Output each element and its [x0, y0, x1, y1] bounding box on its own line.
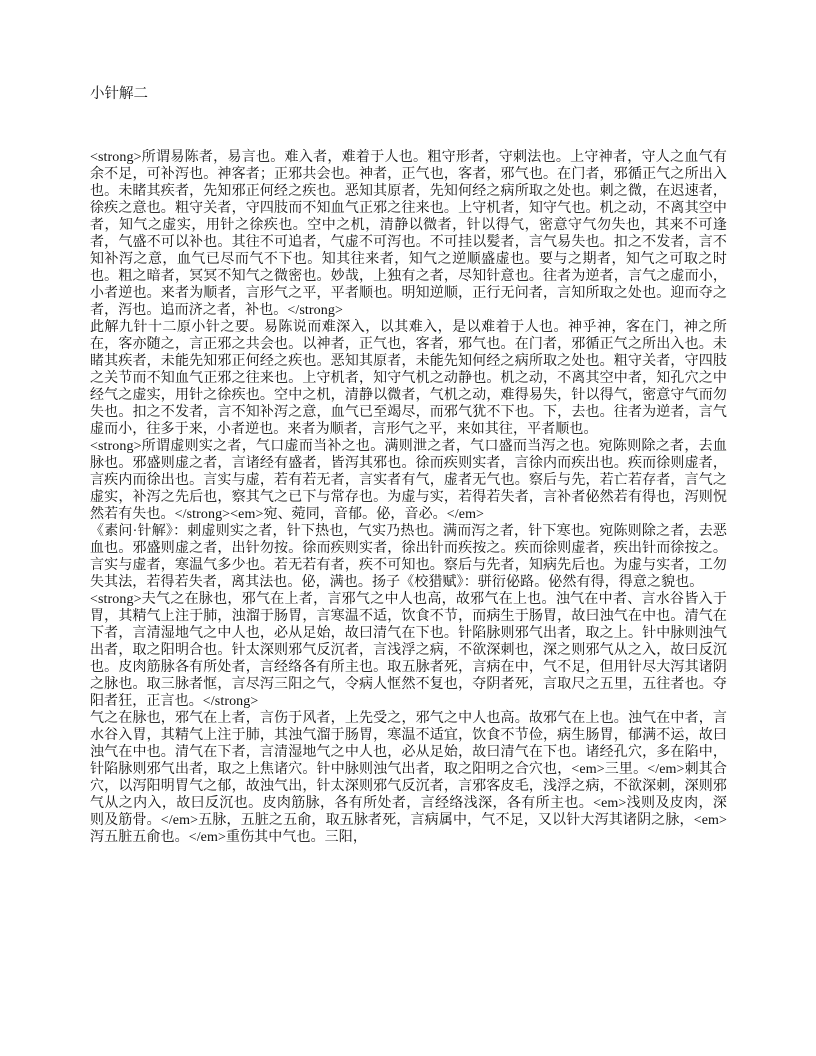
- paragraph-5: <strong>夫气之在脉也，邪气在上者，言邪气之中人也高，故邪气在上也。浊气在中者、言水谷皆入于胃，其精气上注于肺，浊溜于肠胃，言寒温不适，饮食不节，而病生于肠胃，故曰浊气在中也。清气在下者，言清湿地气之中人也，必从足始，故曰清气在下也。针陷脉则邪气出者，取之上。针中脉则浊气出者，取之阳明合也。针太深则邪气反沉者，言浅浮之病，不欲深刺也，深之则邪气从之入，故曰反沉也。皮肉筋脉各有所处者，言经络各有所主也。取五脉者死，言病在中，气不足，但用针尽大泻其诸阴之脉也。取三脉者恇，言尽泻三阳之气，令病人恇然不复也，夺阴者死，言取尺之五里，五往者也。夺阳者狂，正言也。</strong>: [90, 592, 727, 709]
- paragraph-6: 气之在脉也，邪气在上者，言伤于风者，上先受之，邪气之中人也高。故邪气在上也。浊气在中者，言水谷入胃，其精气上注于肺，其浊气溜于肠胃，寒温不适宜，饮食不节俭，病生肠胃，郁满不运，故曰浊气在中也。清气在下者，言清湿地气之中人也，必从足始，故曰清气在下也。诸经孔穴，多在陷中，针陷脉则邪气出者，取之上焦诸穴。针中脉则浊气出者，取之阳明之合穴也，<em>三里。</em>刺其合穴，以泻阳明胃气之郁，故浊气出，针太深则邪气反沉者，言邪客皮毛，浅浮之病，不欲深刺，深则邪气从之内入，故曰反沉也。皮肉筋脉，各有所处者，言经络浅深，各有所主也。<em>浅则及皮肉，深则及筋骨。</em>五脉，五脏之五俞，取五脉者死，言病属中，气不足，又以针大泻其诸阴之脉，<em>泻五脏五俞也。</em>重伤其中气也。三阳，: [90, 711, 727, 845]
- paragraph-4: 《素问·针解》：刺虚则实之者，针下热也，气实乃热也。满而泻之者，针下寒也。宛陈则除之者，去恶血也。邪盛则虚之者，出针勿按。徐而疾则实者，徐出针而疾按之。疾而徐则虚者，疾出针而徐按之。言实与虚者，寒温气多少也。若无若有者，疾不可知也。察后与先者，知病先后也。为虚与实者，工勿失其法，若得若失者，离其法也。佖，满也。扬子《校猎赋》：骈衍佖路。佖然有得，得意之貌也。: [90, 524, 727, 590]
- paragraph-2: 此解九针十二原小针之要。易陈说而难深入，以其难入，是以难着于人也。神乎神，客在门，神之所在，客亦随之，言正邪之共会也。以神者，正气也，客者，邪气也。在门者，邪循正气之所出入也。未睹其疾者，未能先知邪正何经之疾也。恶知其原者，未能先知何经之病所取之处也。粗守关者，守四肢之关节而不知血气正邪之往来也。上守机者，知守气机之动静也。机之动，不离其空中者，知孔穴之中经气之虚实，用针之徐疾也。空中之机，清静以微者，气机之动，难得易失，针以得气，密意守气而勿失也。扣之不发者，言不知补泻之意，血气已至竭尽，而邪气犹不下也。下，去也。往者为逆者，言气虚而小，往多于来，小者逆也。来者为顺者，言形气之平，来如其往，平者顺也。: [90, 320, 727, 437]
- paragraph-3: <strong>所谓虚则实之者，气口虚而当补之也。满则泄之者，气口盛而当泻之也。宛陈则除之者，去血脉也。邪盛则虚之者，言诸经有盛者，皆泻其邪也。徐而疾则实者，言徐内而疾出也。疾而徐则虚者，言疾内而徐出也。言实与虚，若有若无者，言实者有气，虚者无气也。察后与先，若亡若存者，言气之虚实，补泻之先后也，察其气之已下与常存也。为虚与实，若得若失者，言补者佖然若有得也，泻则怳然若有失也。</strong><em>宛、菀同，音郁。佖，音必。</em>: [90, 439, 727, 522]
- paragraph-1: <strong>所谓易陈者，易言也。难入者，难着于人也。粗守形者，守刺法也。上守神者，守人之血气有余不足，可补泻也。神客者；正邪共会也。神者，正气也，客者，邪气也。在门者，邪循正气之所出入也。未睹其疾者，先知邪正何经之疾也。恶知其原者，先知何经之病所取之处也。刺之微，在迟速者，徐疾之意也。粗守关者，守四肢而不知血气正邪之往来也。上守机者，知守气也。机之动，不离其空中者，知气之虚实，用针之徐疾也。空中之机，清静以微者，针以得气，密意守气勿失也，其来不可逢者，气盛不可以补也。其往不可追者，气虚不可泻也。不可挂以髪者，言气易失也。扣之不发者，言不知补泻之意，血气已尽而气不下也。知其往来者，知气之逆顺盛虚也。要与之期者，知气之可取之时也。粗之暗者，冥冥不知气之微密也。妙哉，上独有之者，尽知针意也。往者为逆者，言气之虚而小，小者逆也。来者为顺者，言形气之平，平者顺也。明知逆顺，正行无问者，言知所取之处也。迎而夺之者，泻也。追而济之者，补也。</strong>: [90, 150, 727, 318]
- document-body: [90, 149, 727, 846]
- document-title: 小针解二: [90, 86, 148, 102]
